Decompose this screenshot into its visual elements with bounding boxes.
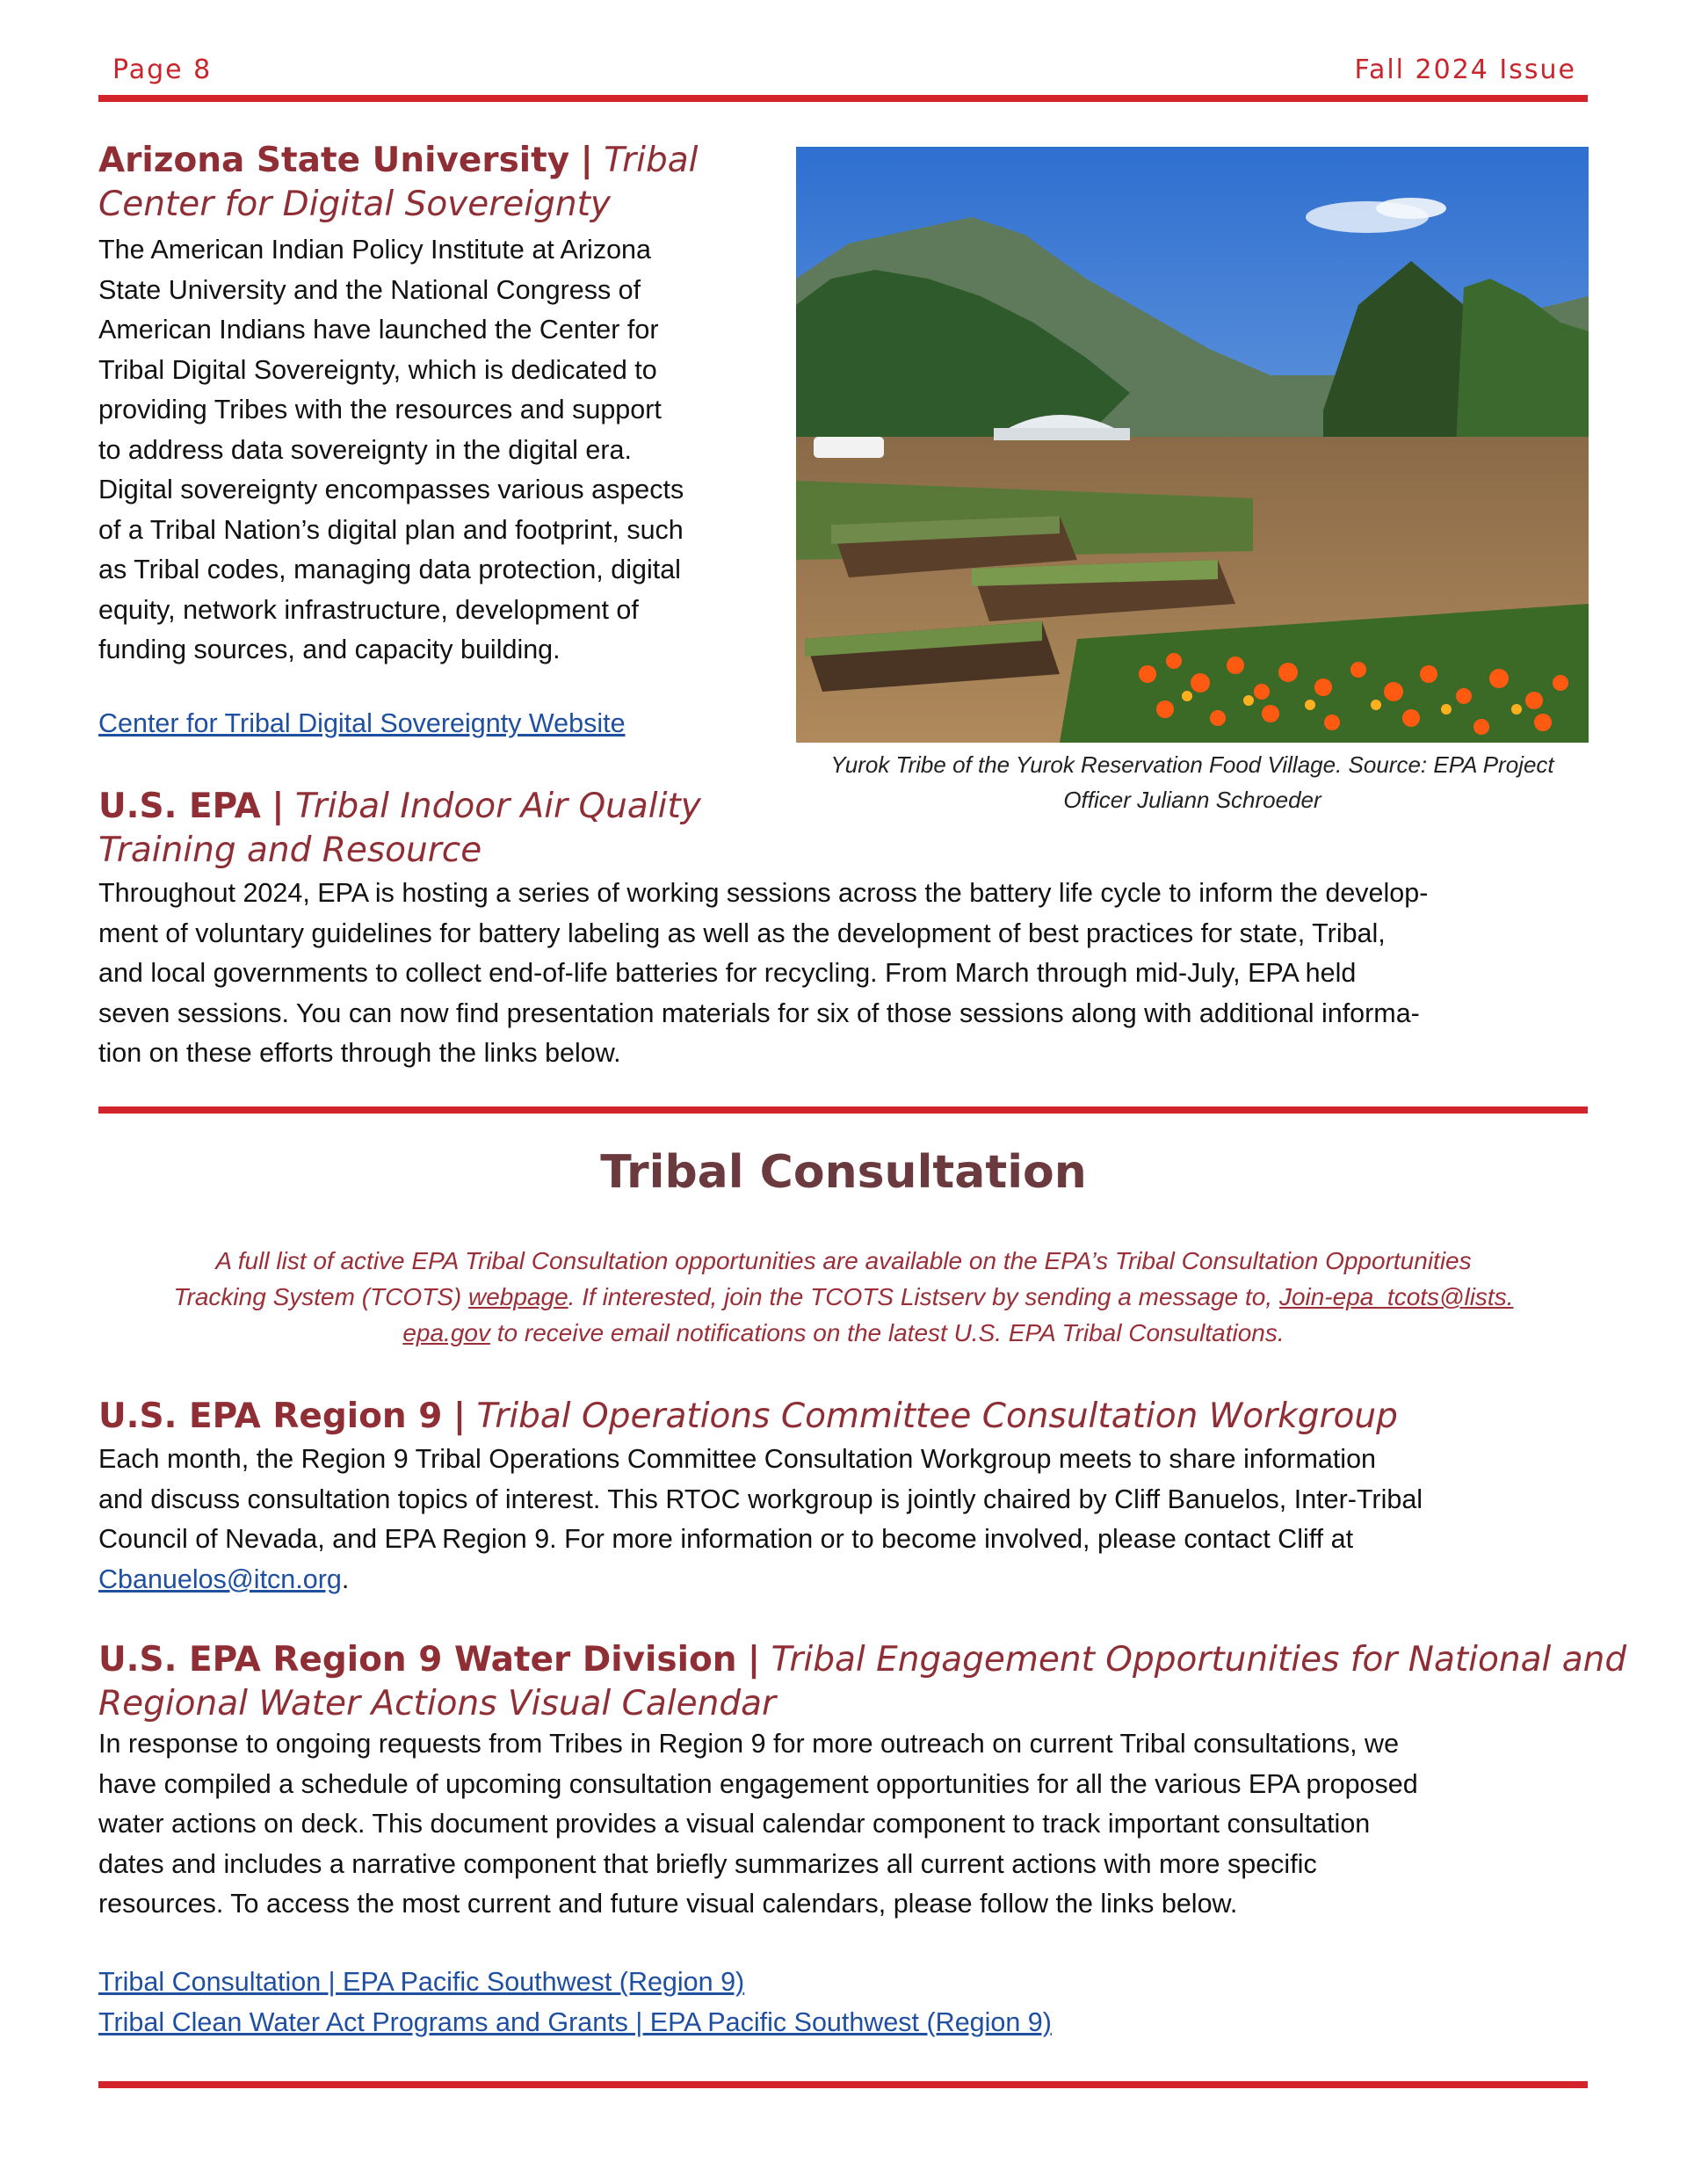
- caption-line: Officer Juliann Schroeder: [1063, 787, 1321, 813]
- epa-air-subtitle: Tribal Indoor Air Quality: [294, 787, 701, 826]
- asu-website-link[interactable]: Center for Tribal Digital Sovereignty Website: [98, 708, 626, 738]
- section-rule: [98, 1107, 1588, 1114]
- intro-line: Tracking System (TCOTS) webpage. If interested, join the TCOTS Listserv by sending a message to, Join-epa_tcots@lists.: [173, 1283, 1514, 1310]
- tcots-webpage-link[interactable]: webpage: [468, 1283, 568, 1310]
- epa-air-body-line: Throughout 2024, EPA is hosting a series of working sessions across the battery life cycle to inform the develop-: [98, 878, 1429, 908]
- asu-body-line: to address data sovereignty in the digital era.: [98, 434, 632, 465]
- water-body: [98, 1724, 1418, 1925]
- asu-body-line: funding sources, and capacity building.: [98, 635, 561, 664]
- epa-air-heading: [98, 785, 701, 873]
- region9-heading: [98, 1395, 1398, 1439]
- asu-body-line: equity, network infrastructure, development of: [98, 594, 639, 625]
- asu-heading: [98, 139, 698, 227]
- region9-body-line: Each month, the Region 9 Tribal Operations Committee Consultation Workgroup meets to share information: [98, 1444, 1376, 1474]
- water-subtitle-cont: Regional Water Actions Visual Calendar: [98, 1684, 777, 1723]
- consultation-intro: [114, 1243, 1573, 1351]
- asu-org: Arizona State University: [98, 141, 570, 180]
- intro-line: A full list of active EPA Tribal Consultation opportunities are available on the EPA’s Tribal Consultation Opportunities: [215, 1247, 1472, 1274]
- water-body-line: have compiled a schedule of upcoming consultation engagement opportunities for all the various EPA proposed: [98, 1768, 1418, 1799]
- region9-org: U.S. EPA Region 9: [98, 1397, 443, 1436]
- heading-separator: |: [580, 141, 593, 180]
- heading-separator: |: [747, 1640, 761, 1680]
- asu-body-line: Digital sovereignty encompasses various aspects: [98, 475, 684, 504]
- region9-body-line: Council of Nevada, and EPA Region 9. For more information or to become involved, please contact Cliff at: [98, 1524, 1354, 1554]
- photo-caption: [791, 747, 1594, 817]
- water-links: [98, 1963, 1052, 2043]
- tribal-consultation-link[interactable]: Tribal Consultation | EPA Pacific Southwest (Region 9): [98, 1967, 745, 1997]
- epa-air-body-line: and local governments to collect end-of-life batteries for recycling. From March through mid-July, EPA held: [98, 958, 1357, 988]
- section-title: Tribal Consultation: [600, 1146, 1087, 1199]
- page-number: Page 8: [112, 54, 213, 85]
- heading-separator: |: [272, 787, 285, 826]
- epa-air-org: U.S. EPA: [98, 787, 261, 826]
- asu-body-line: providing Tribes with the resources and support: [98, 395, 662, 424]
- water-body-line: resources. To access the most current and future visual calendars, please follow the links below.: [98, 1889, 1238, 1919]
- water-body-line: dates and includes a narrative component that briefly summarizes all current actions with more specific: [98, 1848, 1317, 1879]
- listserv-email-link-cont[interactable]: epa.gov: [402, 1319, 490, 1346]
- food-village-photo: [796, 147, 1589, 743]
- clean-water-act-link[interactable]: Tribal Clean Water Act Programs and Grants | EPA Pacific Southwest (Region 9): [98, 2006, 1052, 2037]
- epa-air-body-line: ment of voluntary guidelines for battery labeling as well as the development of best practices for state, Tribal,: [98, 918, 1386, 948]
- epa-air-subtitle-cont: Training and Resource: [98, 831, 482, 870]
- region9-body: Each month, the Region 9 Tribal Operations Committee Consultation Workgroup meets to share information and discuss consultation topics of interest. This RTOC workgroup is jointly chaired by Cliff Banuelos, Inter-Tribal Council of Nevada, and EPA Region 9. For more information or to become involved, please contact Cliff at Cbanuelos@itcn.org.: [98, 1440, 1423, 1600]
- water-body-line: water actions on deck. This document provides a visual calendar component to track important consultation: [98, 1809, 1371, 1839]
- heading-separator: |: [453, 1397, 467, 1436]
- asu-body-line: Tribal Digital Sovereignty, which is dedicated to: [98, 354, 657, 385]
- garden-image: [796, 147, 1589, 743]
- water-heading: [98, 1638, 1626, 1726]
- epa-air-body-line: seven sessions. You can now find presentation materials for six of those sessions along with additional informa-: [98, 998, 1420, 1028]
- listserv-email-link[interactable]: Join-epa_tcots@lists.: [1278, 1283, 1514, 1310]
- asu-body: [98, 230, 684, 671]
- epa-air-body-line: tion on these efforts through the links below.: [98, 1038, 621, 1068]
- asu-body-line: as Tribal codes, managing data protection, digital: [98, 555, 681, 584]
- asu-subtitle-cont: Center for Digital Sovereignty: [98, 185, 611, 224]
- water-org: U.S. EPA Region 9 Water Division: [98, 1640, 737, 1680]
- issue-label: Fall 2024 Issue: [1354, 54, 1576, 85]
- epa-air-body: [98, 874, 1428, 1074]
- caption-line: Yurok Tribe of the Yurok Reservation Food Village. Source: EPA Project: [830, 751, 1554, 778]
- contact-email-link[interactable]: Cbanuelos@itcn.org: [98, 1564, 342, 1594]
- asu-subtitle: Tribal: [604, 141, 699, 180]
- asu-body-line: State University and the National Congress of: [98, 274, 641, 305]
- header-rule: [98, 95, 1588, 102]
- water-body-line: In response to ongoing requests from Tribes in Region 9 for more outreach on current Tribal consultations, we: [98, 1729, 1400, 1759]
- water-subtitle: Tribal Engagement Opportunities for National and: [771, 1640, 1627, 1680]
- asu-body-line: American Indians have launched the Center for: [98, 315, 659, 345]
- asu-body-line: The American Indian Policy Institute at Arizona: [98, 235, 651, 265]
- region9-subtitle: Tribal Operations Committee Consultation Workgroup: [476, 1397, 1398, 1436]
- asu-body-line: of a Tribal Nation’s digital plan and footprint, such: [98, 514, 684, 545]
- intro-line: epa.gov to receive email notifications on the latest U.S. EPA Tribal Consultations.: [402, 1319, 1285, 1346]
- region9-body-line: and discuss consultation topics of interest. This RTOC workgroup is jointly chaired by Cliff Banuelos, Inter-Tribal: [98, 1484, 1423, 1514]
- footer-rule: [98, 2081, 1588, 2088]
